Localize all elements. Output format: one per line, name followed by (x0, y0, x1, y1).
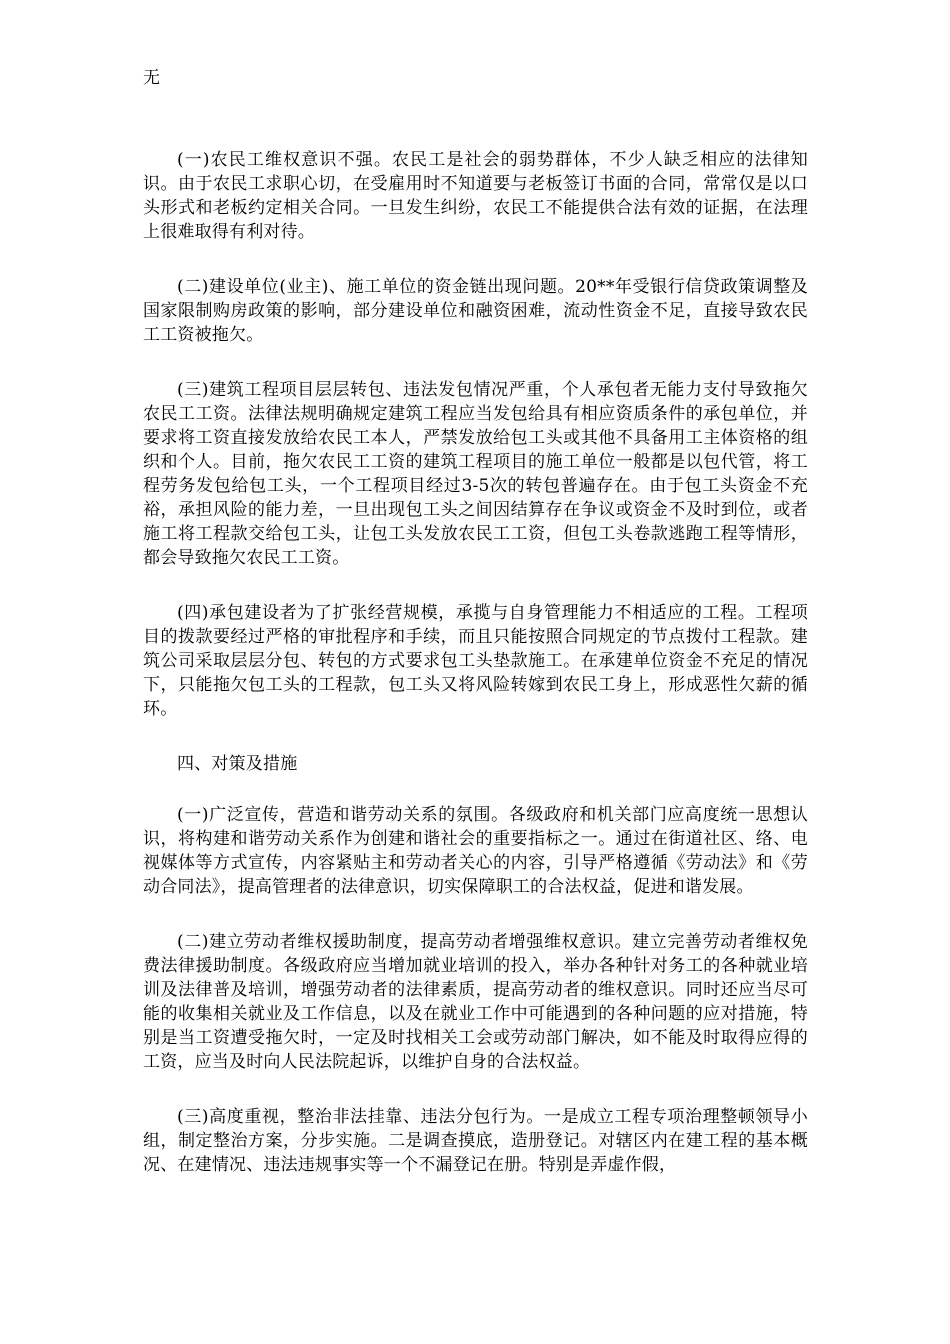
paragraph-cause-1: (一)农民工维权意识不强。农民工是社会的弱势群体，不少人缺乏相应的法律知识。由于农民工求职心切，在受雇用时不知道要与老板签订书面的合同，常常仅是以口头形式和老板约定相关合同。一旦发生纠纷，农民工不能提供合法有效的证据，在法理上很难取得有利对待。 (143, 150, 808, 242)
paragraph-cause-2: (二)建设单位(业主)、施工单位的资金链出现问题。20**年受银行信贷政策调整及国家限制购房政策的影响，部分建设单位和融资困难，流动性资金不足，直接导致农民工工资被拖欠。 (143, 277, 808, 345)
header-mark: 无 (143, 68, 160, 88)
paragraph-cause-3: (三)建筑工程项目层层转包、违法发包情况严重，个人承包者无能力支付导致拖欠农民工工资。法律法规明确规定建筑工程应当发包给具有相应资质条件的承包单位，并要求将工资直接发放给农民工本人，严禁发放给包工头或其他不具备用工主体资格的组织和个人。目前，拖欠农民工工资的建筑工程项目的施工单位一般都是以包代管，将工程劳务发包给包工头，一个工程项目经过3-5次的转包普遍存在。由于包工头资金不充裕，承担风险的能力差，一旦出现包工头之间因结算存在争议或资金不及时到位，或者施工将工程款交给包工头，让包工头发放农民工工资，但包工头卷款逃跑工程等情形，都会导致拖欠农民工工资。 (143, 380, 808, 568)
document-body (143, 148, 808, 1208)
paragraph-cause-4: (四)承包建设者为了扩张经营规模，承揽与自身管理能力不相适应的工程。工程项目的拨款要经过严格的审批程序和手续，而且只能按照合同规定的节点拨付工程款。建筑公司采取层层分包、转包的方式要求包工头垫款施工。在承建单位资金不充足的情况下，只能拖欠包工头的工程款，包工头又将风险转嫁到农民工身上，形成恶性欠薪的循环。 (143, 603, 808, 719)
section-heading-measures: 四、对策及措施 (177, 754, 298, 774)
paragraph-measure-1: (一)广泛宣传，营造和谐劳动关系的氛围。各级政府和机关部门应高度统一思想认识，将构建和谐劳动关系作为创建和谐社会的重要指标之一。通过在街道社区、络、电视媒体等方式宣传，内容紧贴主和劳动者关心的内容，引导严格遵循《劳动法》和《劳动合同法》，提高管理者的法律意识，切实保障职工的合法权益，促进和谐发展。 (143, 805, 808, 897)
paragraph-measure-3: (三)高度重视，整治非法挂靠、违法分包行为。一是成立工程专项治理整顿领导小组，制定整治方案，分步实施。二是调查摸底，造册登记。对辖区内在建工程的基本概况、在建情况、违法违规事实等一个不漏登记在册。特别是弄虚作假， (143, 1107, 808, 1175)
paragraph-measure-2: (二)建立劳动者维权援助制度，提高劳动者增强维权意识。建立完善劳动者维权免费法律援助制度。各级政府应当增加就业培训的投入，举办各种针对务工的各种就业培训及法律普及培训，增强劳动者的法律素质，提高劳动者的维权意识。同时还应当尽可能的收集相关就业及工作信息，以及在就业工作中可能遇到的各种问题的应对措施，特别是当工资遭受拖欠时，一定及时找相关工会或劳动部门解决，如不能及时取得应得的工资，应当及时向人民法院起诉，以维护自身的合法权益。 (143, 932, 808, 1072)
